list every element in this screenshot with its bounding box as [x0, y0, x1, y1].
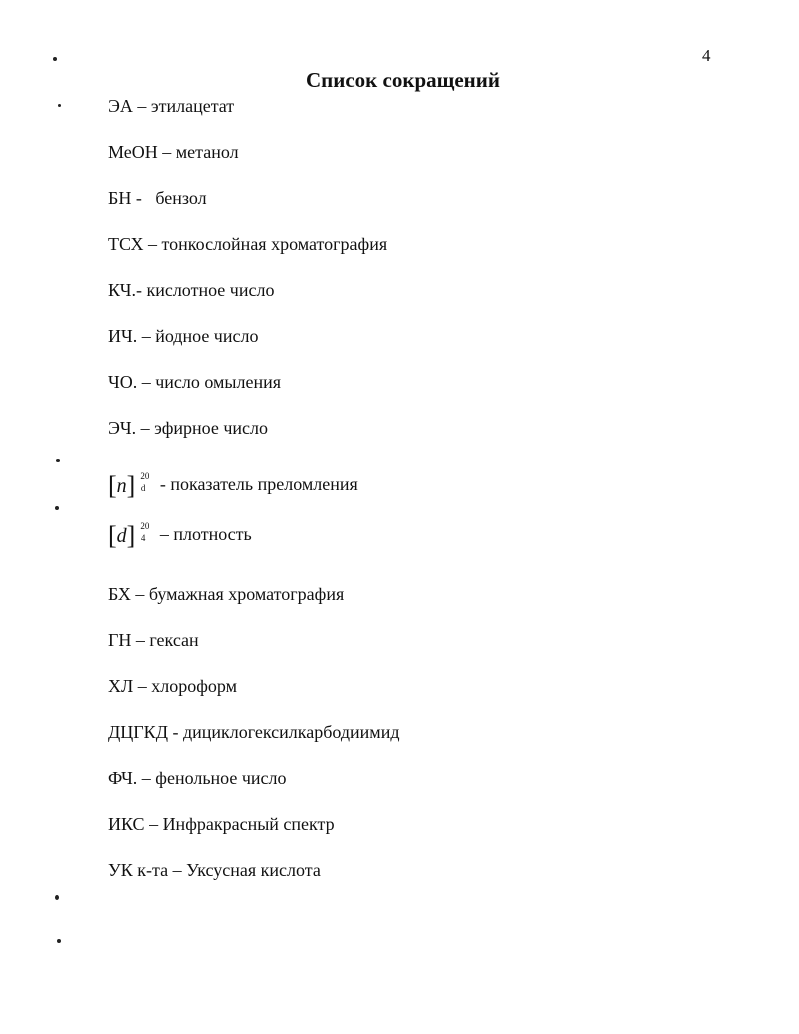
abbreviation-text: ЭА – этилацетат	[108, 96, 235, 116]
list-item	[108, 184, 400, 230]
abbreviation-text: ТСХ – тонкослойная хроматография	[108, 234, 388, 254]
scan-speck	[56, 459, 60, 462]
list-item	[108, 672, 400, 718]
abbreviation-text: КЧ.- кислотное число	[108, 280, 275, 300]
list-item	[108, 460, 400, 520]
list-item	[108, 276, 400, 322]
abbreviation-text: ЭЧ. – эфирное число	[108, 418, 268, 438]
list-item	[108, 230, 400, 276]
scan-speck	[58, 104, 61, 107]
list-item	[108, 764, 400, 810]
list-item	[108, 414, 400, 460]
list-item	[108, 520, 400, 580]
page-number: 4	[702, 46, 711, 65]
scan-speck	[53, 57, 57, 61]
list-item	[108, 138, 400, 184]
abbreviation-list	[108, 92, 400, 902]
abbreviation-text: ИЧ. – йодное число	[108, 326, 259, 346]
abbreviation-text: ГН – гексан	[108, 630, 199, 650]
abbreviation-text: УК к-та – Уксусная кислота	[108, 860, 321, 880]
page-title: Список сокращений	[306, 68, 500, 92]
scan-speck	[57, 939, 61, 943]
formula-symbol: n	[116, 475, 127, 497]
list-item	[108, 718, 400, 764]
formula-superscript: 20	[140, 521, 150, 531]
density-formula: [d] 20 4	[108, 522, 135, 550]
formula-subscript: 4	[140, 533, 146, 543]
list-item	[108, 856, 400, 902]
formula-symbol: d	[116, 525, 127, 547]
abbreviation-text: МеОН – метанол	[108, 142, 239, 162]
scan-speck	[55, 895, 59, 900]
abbreviation-text: ИКС – Инфракрасный спектр	[108, 814, 335, 834]
abbreviation-text: - показатель преломления	[159, 474, 358, 494]
formula-superscript: 20	[140, 471, 150, 481]
formula-subscript: d	[140, 483, 146, 493]
list-item	[108, 92, 400, 138]
abbreviation-text: ХЛ – хлороформ	[108, 676, 237, 696]
abbreviation-text: – плотность	[159, 524, 252, 544]
list-item	[108, 368, 400, 414]
list-item	[108, 580, 400, 626]
abbreviation-text: БН - бензол	[108, 188, 207, 208]
list-item	[108, 626, 400, 672]
abbreviation-text: ДЦГКД - дициклогексилкарбодиимид	[108, 722, 400, 742]
list-item	[108, 810, 400, 856]
abbreviation-text: ФЧ. – фенольное число	[108, 768, 287, 788]
refractive-index-formula: [n] 20 d	[108, 472, 135, 500]
abbreviation-text: ЧО. – число омыления	[108, 372, 282, 392]
scan-speck	[55, 506, 59, 510]
abbreviation-text: БХ – бумажная хроматография	[108, 584, 345, 604]
list-item	[108, 322, 400, 368]
